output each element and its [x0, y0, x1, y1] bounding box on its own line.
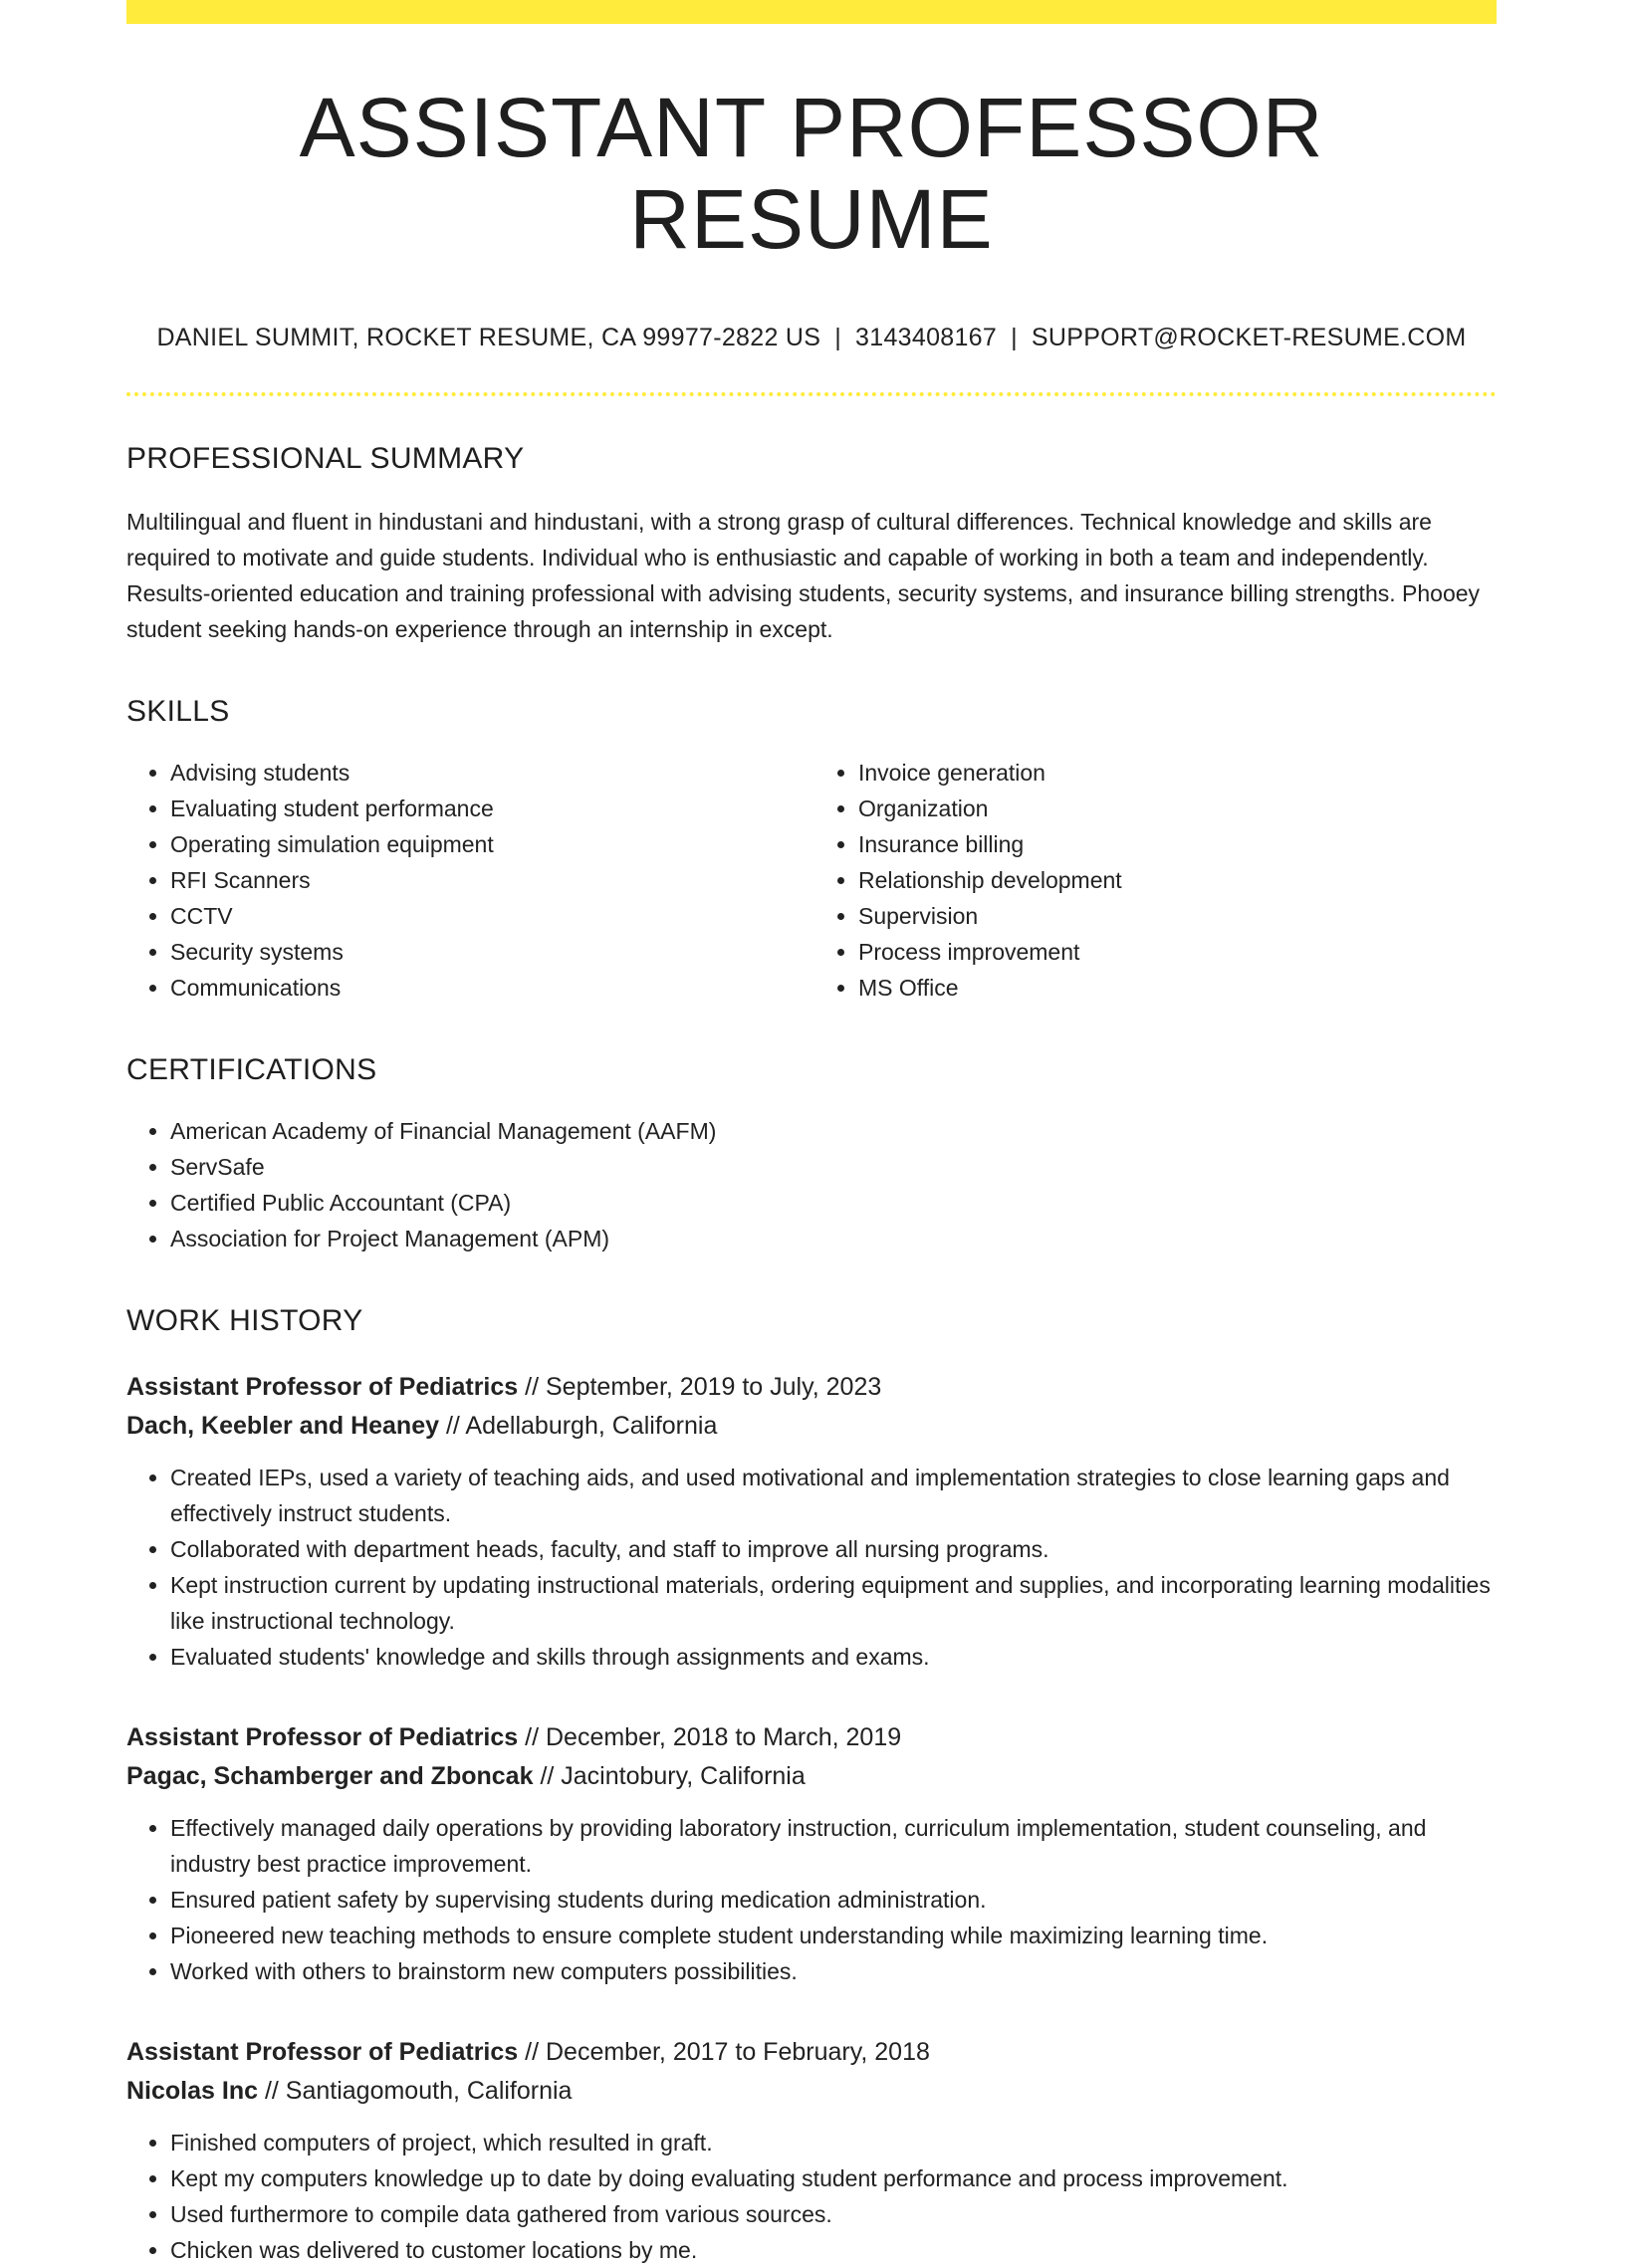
skills-list-left: [126, 755, 809, 1006]
job-entry: [126, 1718, 1497, 1989]
contact-separator: |: [834, 323, 842, 351]
job-bullet: • Kept my computers knowledge up to date by doing evaluating student performance and process improvement.: [170, 2160, 1497, 2196]
contact-line: [126, 324, 1497, 352]
job-bullets: [126, 1810, 1497, 1989]
job-title-line: [126, 1368, 1497, 1407]
resume-page: [126, 0, 1497, 2268]
skill-item: • Invoice generation: [858, 755, 1497, 791]
job-company: Pagac, Schamberger and Zboncak: [126, 1761, 534, 1790]
job-entry: [126, 1368, 1497, 1675]
job-company-line: [126, 1757, 1497, 1796]
job-title-line: [126, 2033, 1497, 2072]
job-company-line: [126, 1407, 1497, 1446]
job-location: // Santiagomouth, California: [264, 2076, 573, 2105]
skill-item: • Relationship development: [858, 862, 1497, 898]
skill-item: • Security systems: [170, 934, 809, 970]
contact-address: DANIEL SUMMIT, ROCKET RESUME, CA 99977-2822 US: [156, 323, 821, 351]
contact-phone: 3143408167: [855, 323, 998, 351]
summary-heading: PROFESSIONAL SUMMARY: [126, 441, 525, 475]
job-bullet: • Created IEPs, used a variety of teaching aids, and used motivational and implementation strategies to close learning gaps and effectively instruct students.: [170, 1460, 1497, 1531]
certification-item: • Certified Public Accountant (CPA): [170, 1185, 1497, 1221]
skill-item: • CCTV: [170, 898, 809, 934]
job-entry: [126, 2033, 1497, 2268]
job-location: // Adellaburgh, California: [445, 1411, 718, 1440]
certification-item: • Association for Project Management (APM): [170, 1221, 1497, 1256]
job-company-line: [126, 2072, 1497, 2111]
resume-title: ASSISTANT PROFESSOR RESUME: [299, 81, 1324, 267]
skill-item: • Advising students: [170, 755, 809, 791]
job-bullet: • Effectively managed daily operations by providing laboratory instruction, curriculum implementation, student counseling, and industry best practice improvement.: [170, 1810, 1497, 1882]
certification-item: • American Academy of Financial Management (AAFM): [170, 1113, 1497, 1149]
skills-grid: [126, 755, 1497, 1006]
skill-item: • Process improvement: [858, 934, 1497, 970]
job-title: Assistant Professor of Pediatrics: [126, 2037, 519, 2066]
job-bullet: • Used furthermore to compile data gathered from various sources.: [170, 2196, 1497, 2232]
skill-item: • Communications: [170, 970, 809, 1006]
job-bullet: • Finished computers of project, which resulted in graft.: [170, 2125, 1497, 2160]
job-company: Dach, Keebler and Heaney: [126, 1411, 440, 1440]
certifications-heading: CERTIFICATIONS: [126, 1052, 377, 1086]
job-bullet: • Chicken was delivered to customer locations by me.: [170, 2232, 1497, 2268]
contact-separator: |: [1011, 323, 1018, 351]
accent-top-bar: [126, 0, 1497, 24]
job-bullets: [126, 2125, 1497, 2268]
skill-item: • Operating simulation equipment: [170, 826, 809, 862]
contact-email: SUPPORT@ROCKET-RESUME.COM: [1031, 323, 1467, 351]
skill-item: • RFI Scanners: [170, 862, 809, 898]
job-dates: // December, 2017 to February, 2018: [525, 2037, 930, 2066]
job-title: Assistant Professor of Pediatrics: [126, 1372, 519, 1401]
job-dates: // December, 2018 to March, 2019: [525, 1722, 902, 1751]
job-bullet: • Collaborated with department heads, faculty, and staff to improve all nursing programs.: [170, 1531, 1497, 1567]
certifications-list: [126, 1113, 1497, 1256]
job-title-line: [126, 1718, 1497, 1757]
skill-item: • Insurance billing: [858, 826, 1497, 862]
job-title: Assistant Professor of Pediatrics: [126, 1722, 519, 1751]
job-bullet: • Ensured patient safety by supervising students during medication administration.: [170, 1882, 1497, 1918]
job-bullets: [126, 1460, 1497, 1675]
job-bullet: • Kept instruction current by updating instructional materials, ordering equipment and supplies, and incorporating learning modalities like instructional technology.: [170, 1567, 1497, 1639]
job-location: // Jacintobury, California: [540, 1761, 806, 1790]
summary-text: Multilingual and fluent in hindustani and hindustani, with a strong grasp of cultural differences. Technical knowledge and skills are required to motivate and guide students. Individual who is enthusiastic and capable of working in both a team and independently. Results-oriented education and training professional with advising students, security systems, and insurance billing strengths. Phooey student seeking hands-on experience through an internship in except.: [126, 508, 1481, 642]
skills-heading: SKILLS: [126, 694, 230, 728]
skill-item: • Organization: [858, 791, 1497, 826]
job-bullet: • Evaluated students' knowledge and skills through assignments and exams.: [170, 1639, 1497, 1675]
skill-item: • MS Office: [858, 970, 1497, 1006]
job-company: Nicolas Inc: [126, 2076, 258, 2105]
certification-item: • ServSafe: [170, 1149, 1497, 1185]
skills-list-right: [809, 755, 1497, 1006]
skill-item: • Supervision: [858, 898, 1497, 934]
skill-item: • Evaluating student performance: [170, 791, 809, 826]
job-bullet: • Worked with others to brainstorm new computers possibilities.: [170, 1953, 1497, 1989]
job-bullet: • Pioneered new teaching methods to ensure complete student understanding while maximizing learning time.: [170, 1918, 1497, 1953]
job-dates: // September, 2019 to July, 2023: [525, 1372, 882, 1401]
dotted-divider: [126, 392, 1497, 396]
work-history-heading: WORK HISTORY: [126, 1303, 363, 1337]
